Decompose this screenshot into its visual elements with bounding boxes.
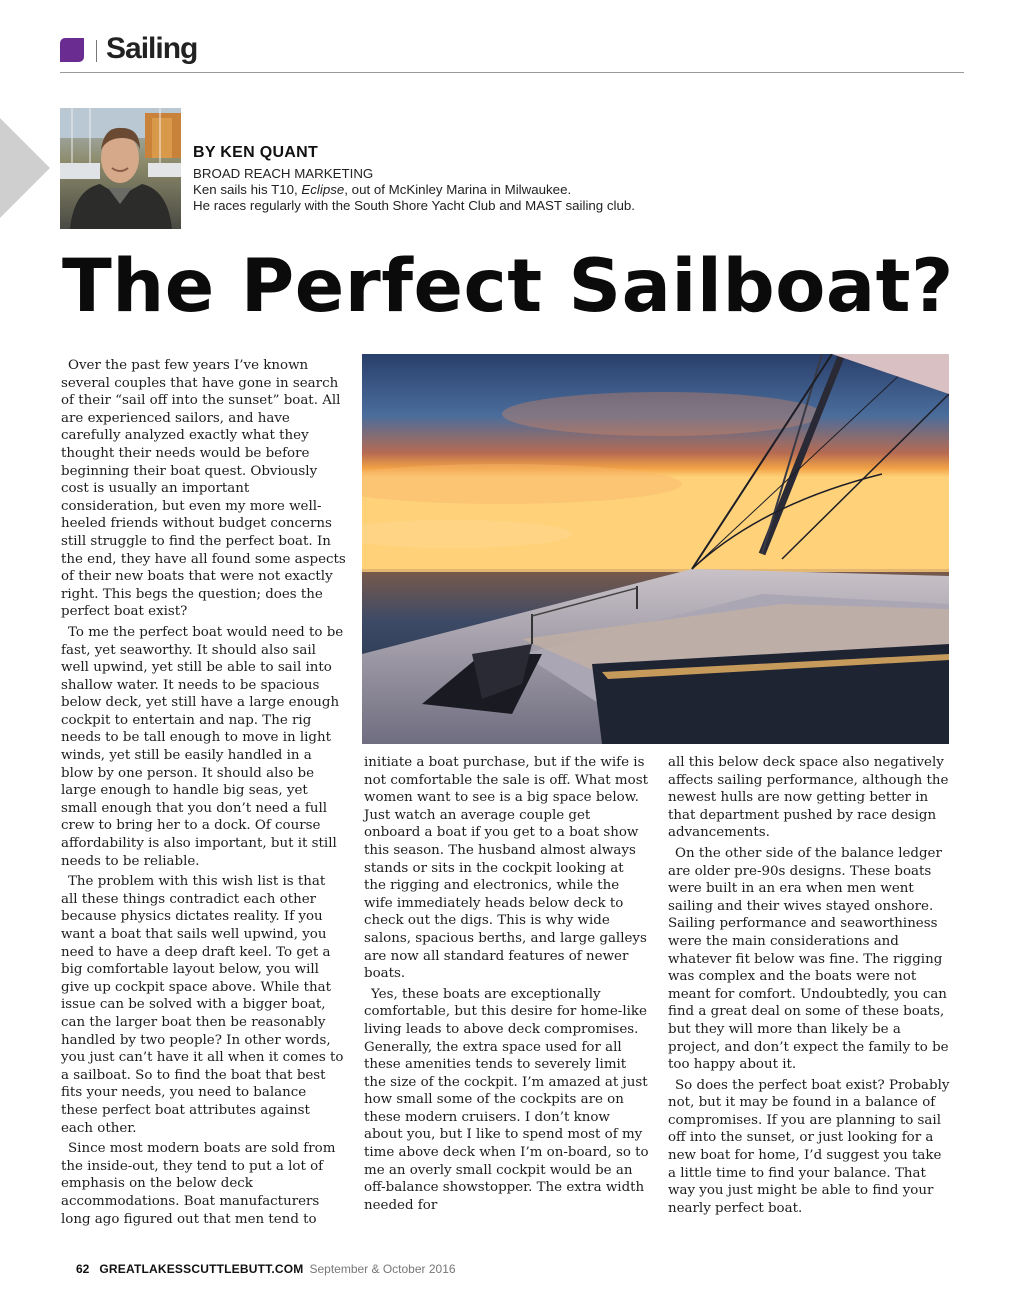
section-divider bbox=[96, 40, 97, 62]
paragraph: To me the perfect boat would need to be fast, yet seaworthy. It should also sail well upwind, yet still be able to sail into shallow water. It needs to be spacious below deck, yet still have a large enough cockpit to entertain and nap. The rig needs to be tall enough to move in light winds, yet still be easily handled in a blow by one person. It should also be large enough to handle big seas, yet small enough that you don’t need a full crew to bring her to a dock. Of course affordability is also important, but it still needs to be reliable. bbox=[61, 624, 344, 869]
paragraph: all this below deck space also negatively affects sailing performance, although the newest hulls are now getting better in that department pushed by race design advancements. bbox=[668, 755, 949, 841]
author-photo bbox=[60, 108, 181, 229]
website-link[interactable]: GREATLAKESSCUTTLEBUTT.COM bbox=[99, 1262, 304, 1276]
paragraph: So does the perfect boat exist? Probably not, but it may be found in a balance of compromises. If you are planning to sail off into the sunset, or just looking for a new boat for home, I’d suggest you take a little time to find your balance. That way you just might be able to find your nearly perfect boat. bbox=[668, 1077, 950, 1216]
page-number: 62 bbox=[76, 1262, 90, 1276]
bio-text-post: , out of McKinley Marina in Milwaukee. bbox=[344, 182, 572, 197]
section-header bbox=[60, 34, 964, 74]
article-title: The Perfect Sailboat? bbox=[62, 244, 954, 329]
author-byline: BY KEN QUANT bbox=[193, 144, 319, 161]
header-rule bbox=[60, 72, 964, 73]
author-bio-line-1 bbox=[193, 182, 635, 198]
author-bio-line-2: He races regularly with the South Shore Yacht Club and MAST sailing club. bbox=[193, 198, 635, 213]
section-title: Sailing bbox=[106, 32, 198, 65]
paragraph: initiate a boat purchase, but if the wife is not comfortable the sale is off. What most women want to see is a big space below. Just watch an average couple get onboard a boat if you get to a boat show this season. The husband almost always stands or sits in the cockpit looking at the rigging and electronics, while the wife immediately heads below deck to check out the digs. This is why wide salons, spacious berths, and large galleys are now all standard features of newer boats. bbox=[364, 755, 648, 982]
author-company: BROAD REACH MARKETING bbox=[193, 166, 374, 181]
article-column-2 bbox=[364, 754, 649, 1217]
article-column-1 bbox=[61, 357, 346, 1231]
paragraph: The problem with this wish list is that all these things contradict each other because physics dictates reality. If you want a boat that sails well upwind, you need to have a deep draft keel. To get a big comfortable layout below, you will give up cockpit space above. While that issue can be solved with a bigger boat, can the larger boat then be reasonably handled by two people? In other words, you just can’t have it all when it comes to a sailboat. So to find the boat that best fits your needs, you need to balance these perfect boat attributes against each other. bbox=[61, 874, 344, 1136]
paragraph: Over the past few years I’ve known several couples that have gone in search of their “sail off into the sunset” boat. All are experienced sailors, and have carefully analyzed exactly what they thought their needs would be before beginning their boat quest. Obviously cost is usually an important consideration, but even my more well-heeled friends without budget concerns still struggle to find the perfect boat. In the end, they have all found some aspects of their new boats that were not exactly right. This begs the question; does the perfect boat exist? bbox=[61, 358, 346, 620]
page-footer bbox=[76, 1262, 456, 1276]
paragraph: Yes, these boats are exceptionally comfortable, but this desire for home-like living leads to above deck compromises. Generally, the extra space used for all these amenities tends to severely limit the size of the cockpit. I’m amazed at just how small some of the cockpits are on these modern cruisers. I don’t know about you, but I like to spend most of my time above deck when I’m on-board, so to me an overly small cockpit would be an off-balance showstopper. The extra width needed for bbox=[364, 986, 649, 1213]
sunset-sailboat-photo bbox=[362, 354, 949, 744]
bio-boat-name: Eclipse bbox=[301, 182, 345, 197]
bio-text-pre: Ken sails his T10, bbox=[193, 182, 302, 197]
paragraph: Since most modern boats are sold from the inside-out, they tend to put a lot of emphasis on the below deck accommodations. Boat manufacturers long ago figured out that men tend to bbox=[61, 1141, 336, 1227]
author-info bbox=[193, 144, 635, 214]
section-color-square bbox=[60, 38, 84, 62]
issue-date: September & October 2016 bbox=[309, 1262, 456, 1276]
article-column-3 bbox=[668, 754, 953, 1220]
page-edge-arrow bbox=[0, 118, 50, 218]
paragraph: On the other side of the balance ledger are older pre-90s designs. These boats were built in an era when men went sailing and their wives stayed onshore. Sailing performance and seaworthiness were the main considerations and whatever fit below was fine. The rigging was complex and the boats were not meant for comfort. Undoubtedly, you can find a great deal on some of these boats, but they will more than likely be a project, and don’t expect the family to be too happy about it. bbox=[668, 845, 949, 1073]
